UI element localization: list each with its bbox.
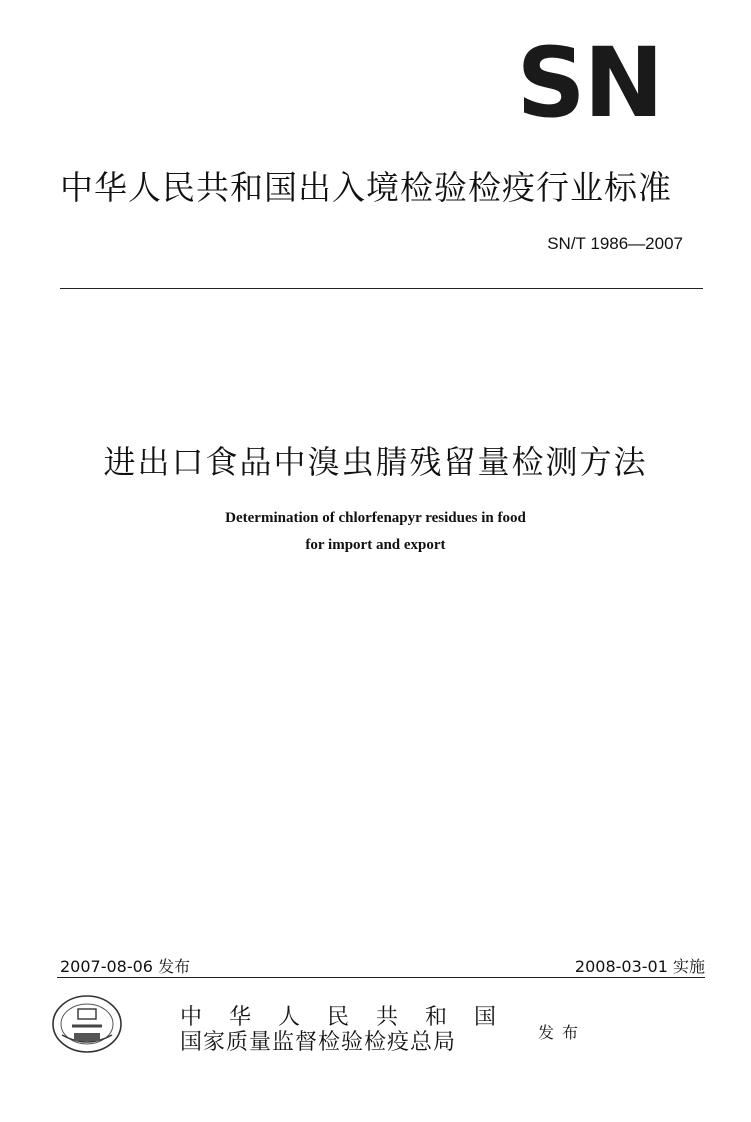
standard-code: SN/T 1986—2007	[547, 234, 683, 253]
implementation-date: 2008-03-01 实施	[574, 957, 705, 976]
issuer-line1: 中华人民共和国	[180, 1005, 524, 1030]
top-divider	[60, 288, 703, 289]
bottom-divider	[57, 977, 705, 978]
document-title-cn: 进出口食品中溴虫腈残留量检测方法	[103, 443, 648, 481]
document-title-en-line2: for import and export	[305, 537, 446, 553]
issue-date: 2007-08-06 发布	[60, 957, 191, 976]
org-title: 中华人民共和国出入境检验检疫行业标准	[60, 168, 672, 207]
anti-counterfeit-seal-icon	[50, 993, 124, 1055]
sn-logo: SN	[516, 27, 662, 139]
document-title-en-line1: Determination of chlorfenapyr residues in food	[225, 510, 526, 526]
issuer-line2: 国家质量监督检验检疫总局	[180, 1030, 457, 1055]
issuer-suffix: 发布	[538, 1023, 587, 1042]
